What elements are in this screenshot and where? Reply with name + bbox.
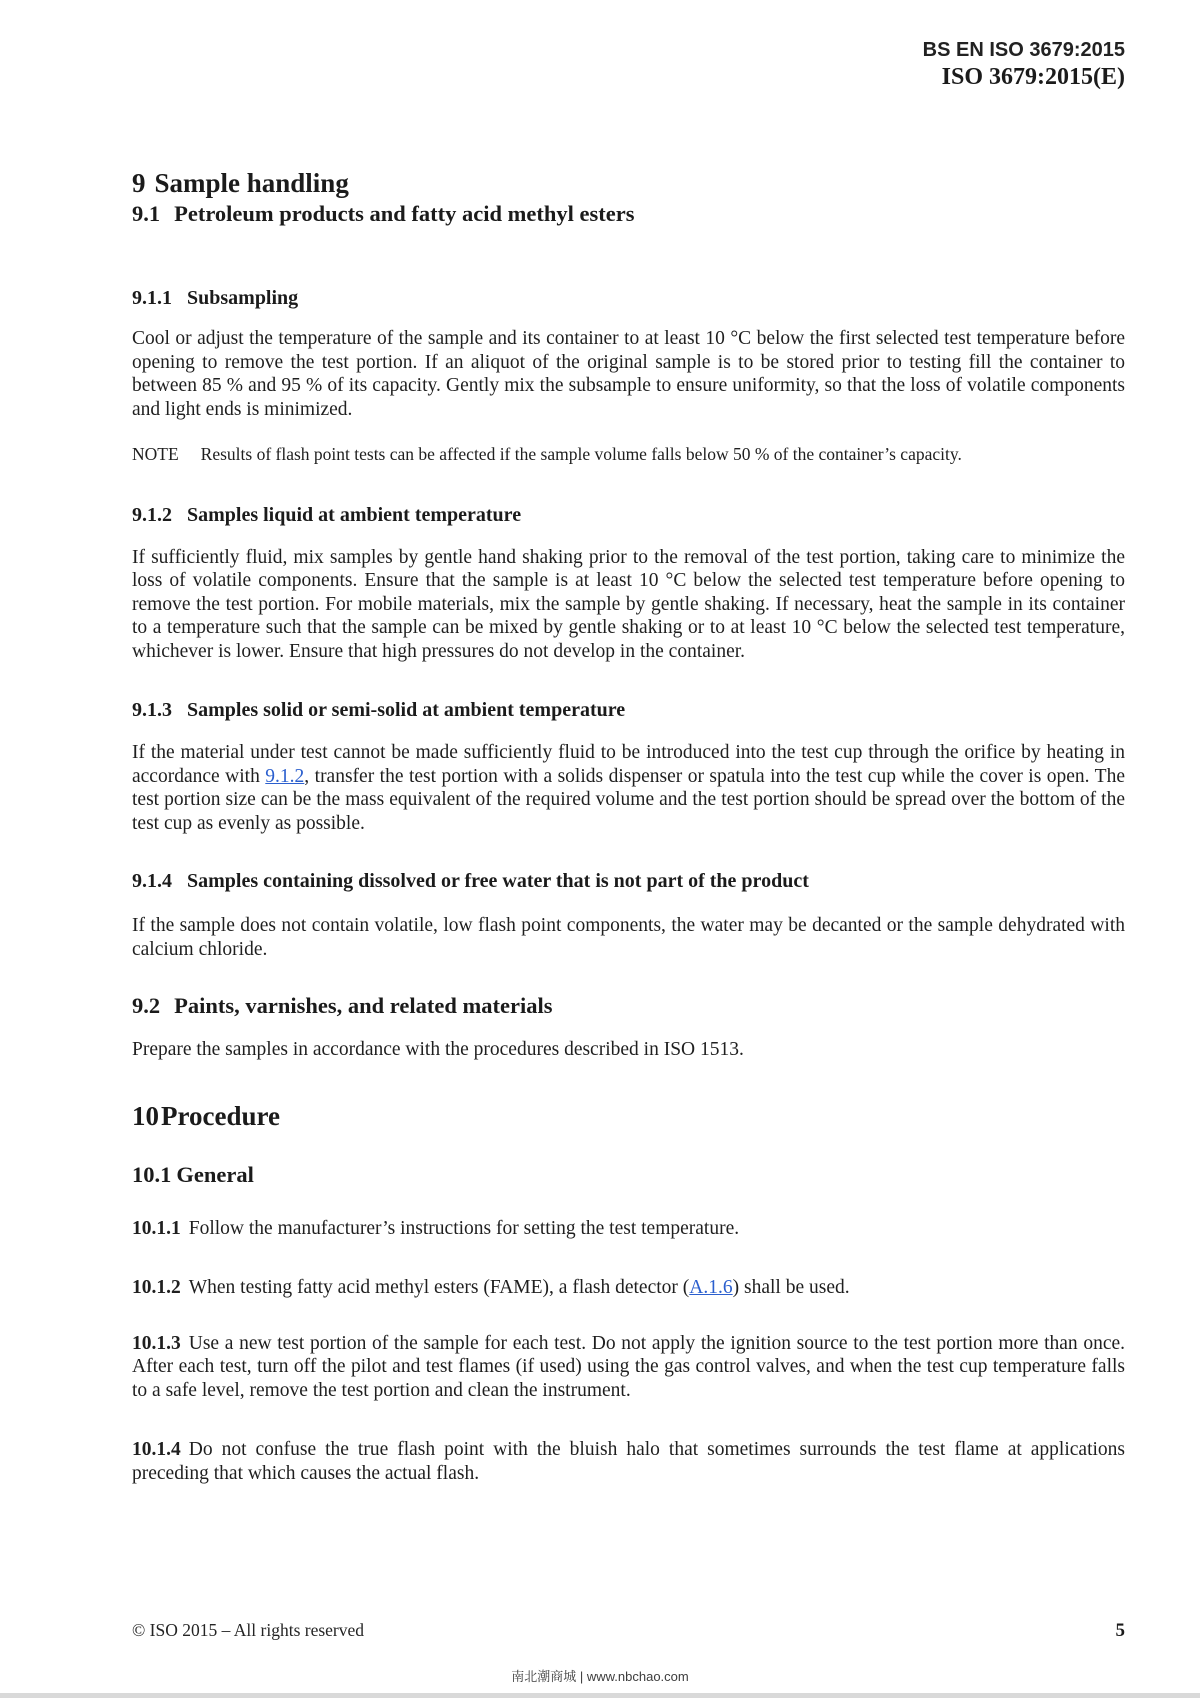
heading-9-1-2-number: 9.1.2 (132, 503, 172, 526)
heading-9-1-3-number: 9.1.3 (132, 699, 172, 721)
heading-10-title: Procedure (161, 1100, 280, 1131)
paragraph-9-1-3 (132, 741, 1125, 835)
heading-9-2-number: 9.2 (132, 993, 161, 1018)
heading-9-number: 9 (132, 168, 146, 198)
heading-9-1-1-title: Subsampling (187, 287, 299, 309)
cross-reference-link-a-1-6[interactable]: A.1.6 (689, 1277, 733, 1298)
standard-reference: BS EN ISO 3679:2015 (922, 39, 1125, 61)
paragraph-10-1-2-text-after: ) shall be used. (732, 1277, 850, 1298)
heading-9-1-title: Petroleum products and fatty acid methyl esters (174, 201, 635, 226)
page-content (132, 38, 1125, 1485)
heading-9-1-number: 9.1 (132, 201, 161, 226)
heading-9-1-1 (132, 286, 1125, 310)
heading-9 (132, 168, 1125, 198)
paragraph-9-2: Prepare the samples in accordance with the procedures described in ISO 1513. (132, 1039, 744, 1060)
heading-9-1-2 (132, 503, 1125, 527)
page-number: 5 (1115, 1620, 1125, 1641)
heading-10-number: 10 (132, 1100, 159, 1131)
cross-reference-link-9-1-2[interactable]: 9.1.2 (265, 765, 305, 787)
heading-9-1-3-title: Samples solid or semi-solid at ambient temperature (187, 699, 626, 721)
paragraph-10-1-4-text: Do not confuse the true flash point with the bluish halo that sometimes surrounds the test flame at applications preceding that which causes the actual flash. (132, 1439, 1125, 1484)
paragraph-10-1-1-text: Follow the manufacturer’s instructions for setting the test temperature. (188, 1217, 740, 1239)
copyright-notice: © ISO 2015 – All rights reserved (132, 1620, 365, 1640)
paragraph-10-1-3 (132, 1332, 1125, 1403)
heading-9-2-title: Paints, varnishes, and related materials (174, 993, 553, 1018)
paragraph-9-1-4: If the sample does not contain volatile, low flash point components, the water may be decanted or the sample dehydrated with calcium chloride. (132, 915, 1125, 960)
heading-10-1-title: General (176, 1161, 254, 1187)
paragraph-9-1-3-text-after: , transfer the test portion with a solids dispenser or spatula into the test cup while the cover is open. The test portion size can be the mass equivalent of the required volume and the test portion should be spread over the bottom of the test cup as evenly as possible. (132, 765, 1125, 834)
note-9-1-1 (132, 444, 1125, 466)
paragraph-9-1-1: Cool or adjust the temperature of the sample and its container to at least 10 °C below the first selected test temperature before opening to remove the test portion. If an aliquot of the original sample is to be stored prior to testing fill the container to between 85 % and 95 % of its capacity. Gently mix the subsample to ensure uniformity, so that the loss of volatile components and light ends is minimized. (132, 328, 1125, 420)
document-header (132, 38, 1125, 92)
heading-9-title: Sample handling (154, 168, 349, 198)
paragraph-10-1-4 (132, 1438, 1125, 1485)
paragraph-10-1-2 (132, 1276, 1125, 1300)
heading-9-1-4-title: Samples containing dissolved or free water that is not part of the product (187, 870, 809, 892)
paragraph-10-1-2-text-before: When testing fatty acid methyl esters (FAME), a flash detector ( (188, 1277, 690, 1298)
heading-10-1-number: 10.1 (132, 1161, 172, 1187)
site-watermark: 南北潮商城 | www.nbchao.com (511, 1669, 689, 1684)
paragraph-9-1-3-text-before: If the material under test cannot be made sufficiently fluid to be introduced into the test cup through the orifice by heating in accordance with (132, 742, 1125, 787)
note-label: NOTE (132, 444, 179, 464)
paragraph-10-1-1-number: 10.1.1 (132, 1217, 181, 1239)
bottom-divider-bar (0, 1693, 1200, 1698)
paragraph-10-1-4-number: 10.1.4 (132, 1439, 181, 1460)
heading-9-1-1-number: 9.1.1 (132, 287, 172, 309)
heading-10-1 (132, 1161, 1125, 1188)
note-text: Results of flash point tests can be affected if the sample volume falls below 50 % of the container’s capacity. (200, 444, 962, 464)
paragraph-10-1-2-number: 10.1.2 (132, 1277, 181, 1298)
paragraph-10-1-3-number: 10.1.3 (132, 1332, 181, 1354)
heading-9-1-2-title: Samples liquid at ambient temperature (187, 503, 522, 526)
heading-9-1-4 (132, 869, 1125, 893)
heading-9-2 (132, 992, 1125, 1019)
page-footer (132, 1620, 1125, 1642)
paragraph-10-1-3-text: Use a new test portion of the sample for each test. Do not apply the ignition source to the test portion more than once. After each test, turn off the pilot and test flames (if used) using the gas control valves, and when the test cup temperature falls to a safe level, remove the test portion and clean the instrument. (132, 1332, 1125, 1401)
document-reference: ISO 3679:2015(E) (941, 64, 1125, 90)
heading-9-1-3 (132, 698, 1125, 722)
heading-9-1-4-number: 9.1.4 (132, 870, 172, 892)
paragraph-10-1-1 (132, 1217, 1125, 1241)
paragraph-9-1-2: If sufficiently fluid, mix samples by gentle hand shaking prior to the removal of the test portion, taking care to minimize the loss of volatile components. Ensure that the sample is at least 10 °C below the selected test temperature before opening to remove the test portion. For mobile materials, mix the sample by gentle shaking. If necessary, heat the sample in its container to a temperature such that the sample can be mixed by gentle shaking or to at least 10 °C below the selected test temperature, whichever is lower. Ensure that high pressures do not develop in the container. (132, 546, 1125, 662)
heading-10 (132, 1101, 1125, 1131)
heading-9-1 (132, 200, 1125, 227)
